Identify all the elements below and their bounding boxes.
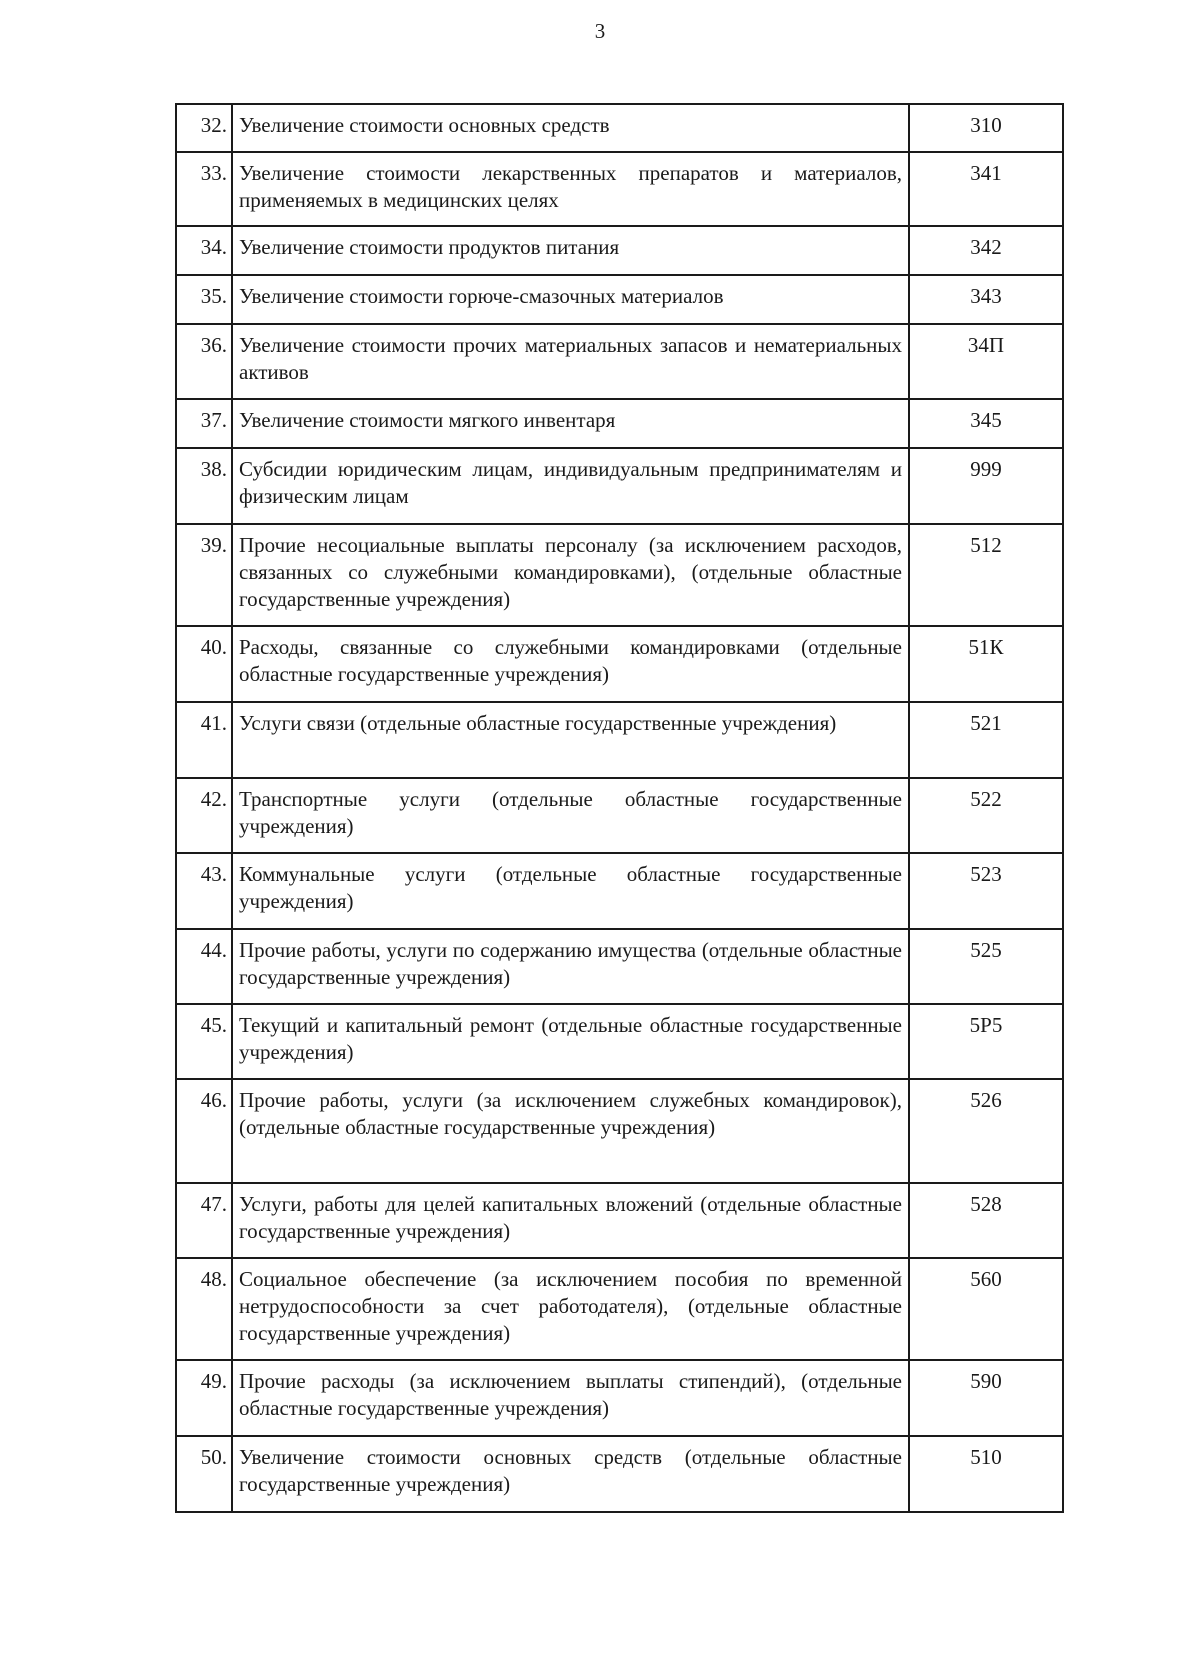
row-code: 528	[909, 1183, 1063, 1258]
row-number: 38.	[176, 448, 232, 524]
table-row	[176, 778, 1063, 853]
row-code: 999	[909, 448, 1063, 524]
row-code: 526	[909, 1079, 1063, 1183]
table-row	[176, 1436, 1063, 1512]
row-name: Увеличение стоимости продуктов питания	[232, 226, 909, 275]
row-number: 32.	[176, 104, 232, 152]
row-name: Увеличение стоимости основных средств	[232, 104, 909, 152]
row-number: 40.	[176, 626, 232, 702]
row-name: Прочие несоциальные выплаты персоналу (за исключением расходов, связанных со служебными командировками), (отдельные областные государственные учреждения)	[232, 524, 909, 626]
row-number: 50.	[176, 1436, 232, 1512]
row-code: 512	[909, 524, 1063, 626]
table-row	[176, 275, 1063, 324]
table-row	[176, 104, 1063, 152]
table-row	[176, 702, 1063, 778]
row-number: 49.	[176, 1360, 232, 1436]
row-number: 45.	[176, 1004, 232, 1079]
expense-codes-table	[175, 103, 1064, 1513]
table-row	[176, 448, 1063, 524]
row-code: 521	[909, 702, 1063, 778]
row-number: 43.	[176, 853, 232, 929]
row-number: 41.	[176, 702, 232, 778]
row-number: 35.	[176, 275, 232, 324]
row-code: 345	[909, 399, 1063, 448]
table-row	[176, 1183, 1063, 1258]
table-row	[176, 929, 1063, 1004]
row-number: 36.	[176, 324, 232, 399]
row-name: Увеличение стоимости прочих материальных запасов и нематериальных активов	[232, 324, 909, 399]
row-number: 42.	[176, 778, 232, 853]
row-number: 46.	[176, 1079, 232, 1183]
row-code: 51К	[909, 626, 1063, 702]
row-number: 37.	[176, 399, 232, 448]
row-code: 525	[909, 929, 1063, 1004]
row-code: 523	[909, 853, 1063, 929]
row-code: 510	[909, 1436, 1063, 1512]
row-name: Прочие работы, услуги (за исключением служебных командировок), (отдельные областные государственные учреждения)	[232, 1079, 909, 1183]
row-code: 590	[909, 1360, 1063, 1436]
row-name: Транспортные услуги (отдельные областные государственные учреждения)	[232, 778, 909, 853]
table-row	[176, 853, 1063, 929]
table-row	[176, 226, 1063, 275]
row-name: Коммунальные услуги (отдельные областные государственные учреждения)	[232, 853, 909, 929]
table-row	[176, 1079, 1063, 1183]
row-number: 33.	[176, 152, 232, 226]
row-number: 39.	[176, 524, 232, 626]
row-code: 34П	[909, 324, 1063, 399]
row-code: 342	[909, 226, 1063, 275]
table-row	[176, 1258, 1063, 1360]
page-number: 3	[594, 19, 606, 43]
table-row	[176, 399, 1063, 448]
row-name: Текущий и капитальный ремонт (отдельные областные государственные учреждения)	[232, 1004, 909, 1079]
row-number: 48.	[176, 1258, 232, 1360]
table-row	[176, 524, 1063, 626]
row-code: 341	[909, 152, 1063, 226]
row-number: 44.	[176, 929, 232, 1004]
row-name: Услуги связи (отдельные областные государственные учреждения)	[232, 702, 909, 778]
table-row	[176, 626, 1063, 702]
row-name: Прочие работы, услуги по содержанию имущества (отдельные областные государственные учреждения)	[232, 929, 909, 1004]
row-name: Увеличение стоимости горюче-смазочных материалов	[232, 275, 909, 324]
row-name: Расходы, связанные со служебными командировками (отдельные областные государственные учреждения)	[232, 626, 909, 702]
table-row	[176, 1360, 1063, 1436]
row-code: 310	[909, 104, 1063, 152]
row-code: 5Р5	[909, 1004, 1063, 1079]
table-row	[176, 152, 1063, 226]
row-number: 47.	[176, 1183, 232, 1258]
row-name: Субсидии юридическим лицам, индивидуальным предпринимателям и физическим лицам	[232, 448, 909, 524]
row-name: Услуги, работы для целей капитальных вложений (отдельные областные государственные учреждения)	[232, 1183, 909, 1258]
row-code: 522	[909, 778, 1063, 853]
row-code: 560	[909, 1258, 1063, 1360]
row-name: Увеличение стоимости основных средств (отдельные областные государственные учреждения)	[232, 1436, 909, 1512]
row-name: Прочие расходы (за исключением выплаты стипендий), (отдельные областные государственные учреждения)	[232, 1360, 909, 1436]
row-code: 343	[909, 275, 1063, 324]
row-name: Увеличение стоимости лекарственных препаратов и материалов, применяемых в медицинских целях	[232, 152, 909, 226]
table-row	[176, 324, 1063, 399]
row-number: 34.	[176, 226, 232, 275]
row-name: Увеличение стоимости мягкого инвентаря	[232, 399, 909, 448]
row-name: Социальное обеспечение (за исключением пособия по временной нетрудоспособности за счет работодателя), (отдельные областные государственные учреждения)	[232, 1258, 909, 1360]
table-row	[176, 1004, 1063, 1079]
